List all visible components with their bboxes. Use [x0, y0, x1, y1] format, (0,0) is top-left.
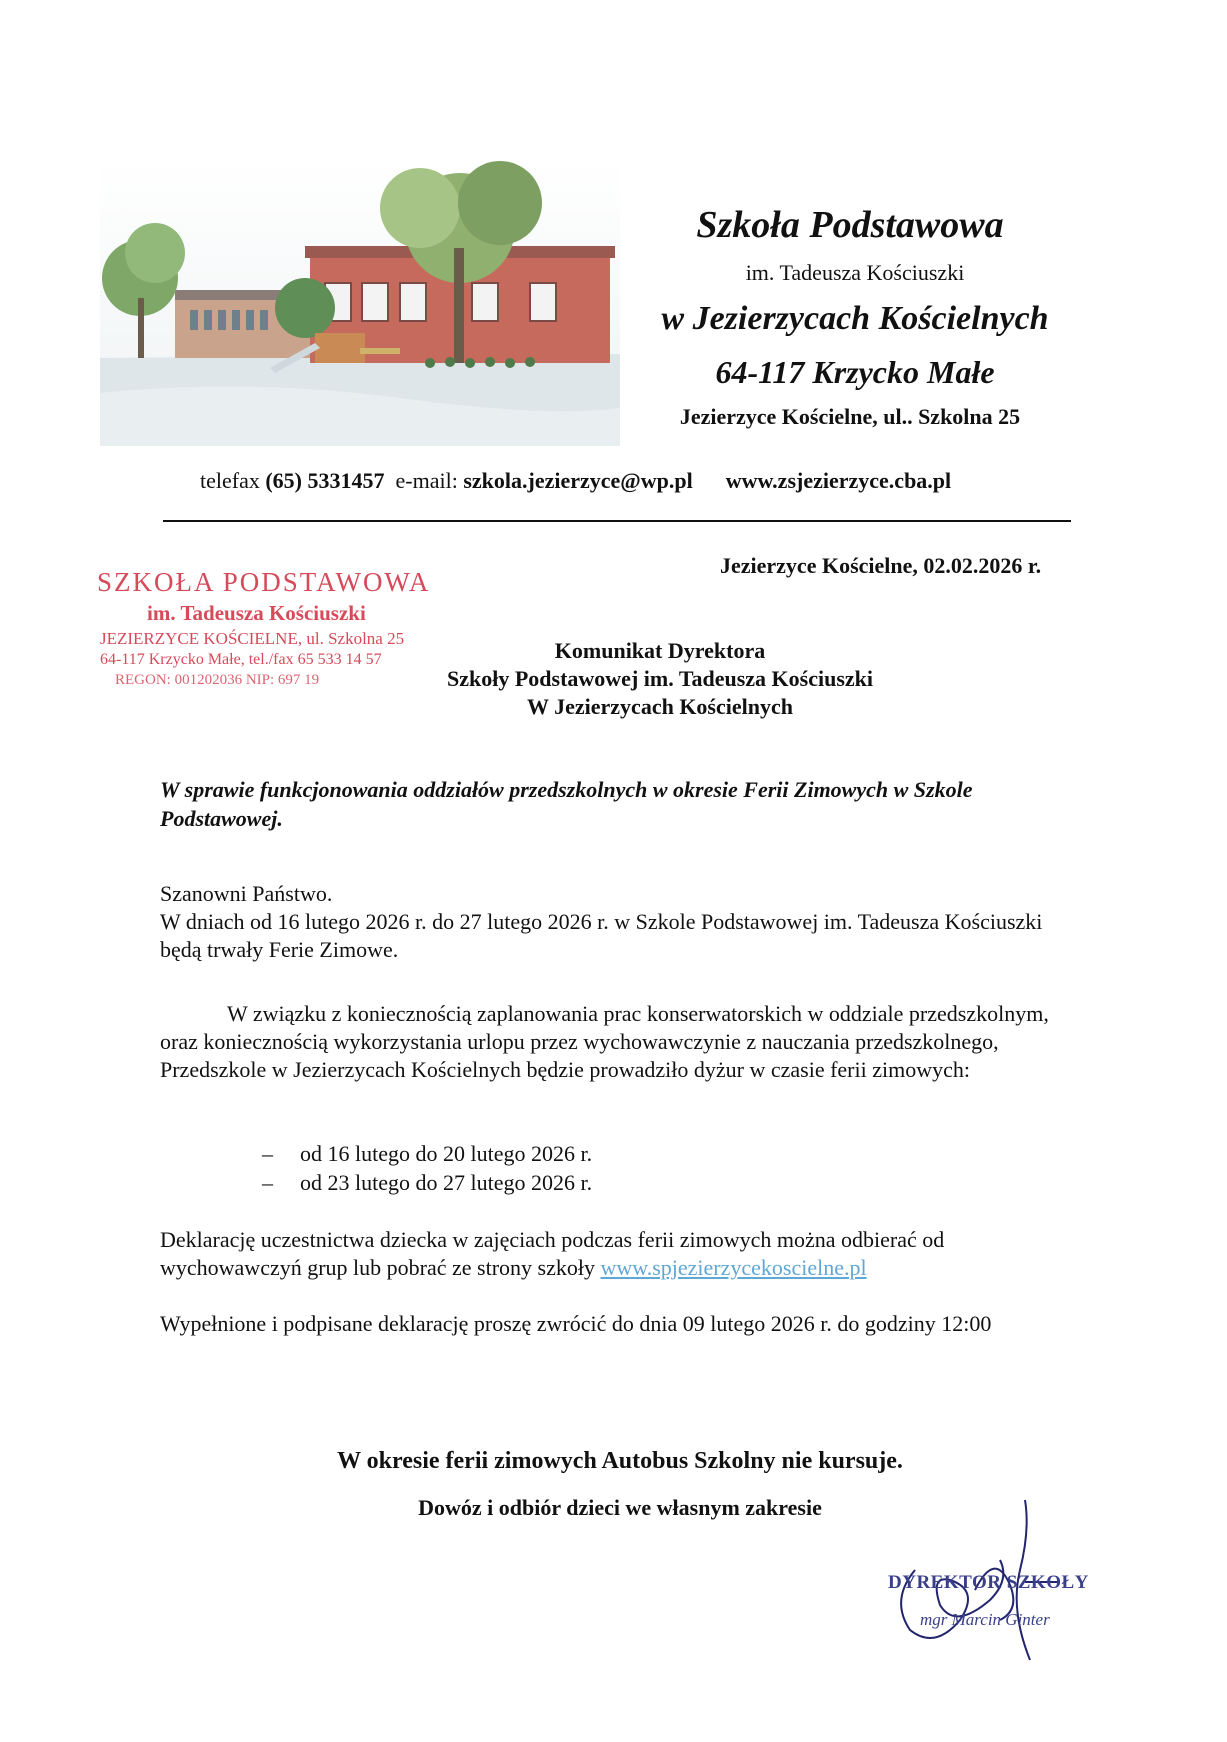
- school-website-link[interactable]: www.spjezierzycekoscielne.pl: [600, 1255, 867, 1280]
- period-text: od 23 lutego do 27 lutego 2026 r.: [300, 1170, 593, 1195]
- header-divider: [163, 520, 1071, 522]
- letter-subject: W sprawie funkcjonowania oddziałów przedszkolnych w okresie Ferii Zimowych w Szkole Podstawowej.: [160, 777, 973, 831]
- email-label: e-mail:: [395, 468, 458, 493]
- declaration-text: Deklarację uczestnictwa dziecka w zajęciach podczas ferii zimowych można odbierać od wychowawczyń grup lub pobrać ze strony szkoły: [160, 1227, 945, 1280]
- greeting: Szanowni Państwo.: [160, 881, 333, 906]
- telefax-label: telefax: [200, 468, 260, 493]
- email-address[interactable]: szkola.jezierzyce@wp.pl: [463, 468, 693, 493]
- school-name: Szkoła Podstawowa: [696, 204, 1004, 246]
- list-item: – od 16 lutego do 20 lutego 2026 r.: [262, 1141, 593, 1166]
- signature-title: DYREKTOR SZKOŁY: [888, 1572, 1089, 1593]
- school-building-photo: [100, 158, 620, 446]
- notice-title-line2: Szkoły Podstawowej im. Tadeusza Kościuszki: [447, 666, 873, 691]
- bus-notice: W okresie ferii zimowych Autobus Szkolny nie kursuje.: [337, 1448, 903, 1474]
- school-patron: im. Tadeusza Kościuszki: [745, 260, 965, 285]
- telefax-number: (65) 5331457: [265, 468, 385, 493]
- notice-title-line3: W Jezierzycach Kościelnych: [527, 694, 793, 719]
- contact-line: [200, 468, 1060, 494]
- stamp-title: SZKOŁA PODSTAWOWA: [97, 567, 431, 597]
- letter-date: Jezierzyce Kościelne, 02.02.2026 r.: [720, 553, 1042, 578]
- signature-name: mgr Marcin Ginter: [920, 1610, 1050, 1629]
- school-town: w Jezierzycach Kościelnych: [661, 300, 1049, 337]
- stamp-ids: REGON: 001202036 NIP: 697 19: [115, 672, 320, 688]
- stamp-address: JEZIERZYCE KOŚCIELNE, ul. Szkolna 25: [100, 629, 405, 648]
- intro-paragraph: W dniach od 16 lutego 2026 r. do 27 lutego 2026 r. w Szkole Podstawowej im. Tadeusza Kościuszki będą trwały Ferie Zimowe.: [160, 909, 1043, 962]
- period-text: od 16 lutego do 20 lutego 2026 r.: [300, 1141, 593, 1166]
- reason-paragraph: W związku z koniecznością zaplanowania prac konserwatorskich w oddziale przedszkolnym, oraz koniecznością wykorzystania urlopu przez wychowawczynie z nauczania przedszkolnego, Przedszkole w Jezierzycach Kościelnych będzie prowadziło dyżur w czasie ferii zimowych:: [160, 1001, 1049, 1082]
- notice-title: [380, 637, 940, 721]
- stamp-patron: im. Tadeusza Kościuszki: [147, 601, 366, 625]
- school-street-address: Jezierzyce Kościelne, ul.. Szkolna 25: [679, 404, 1021, 429]
- stamp-phone: 64-117 Krzycko Małe, tel./fax 65 533 14 57: [100, 651, 382, 668]
- declaration-paragraph: [160, 1226, 1060, 1282]
- director-signature: [880, 1490, 1110, 1670]
- website-link[interactable]: www.zsjezierzyce.cba.pl: [725, 468, 952, 493]
- deadline-paragraph: Wypełnione i podpisane deklarację proszę zwrócić do dnia 09 lutego 2026 r. do godziny 12:00: [160, 1311, 992, 1336]
- transport-notice: Dowóz i odbiór dzieci we własnym zakresie: [418, 1495, 822, 1520]
- notice-title-line1: Komunikat Dyrektora: [554, 638, 766, 663]
- duty-periods-list: [262, 1139, 862, 1197]
- list-item: – od 23 lutego do 27 lutego 2026 r.: [262, 1170, 593, 1195]
- school-postal-address: 64-117 Krzycko Małe: [715, 354, 995, 390]
